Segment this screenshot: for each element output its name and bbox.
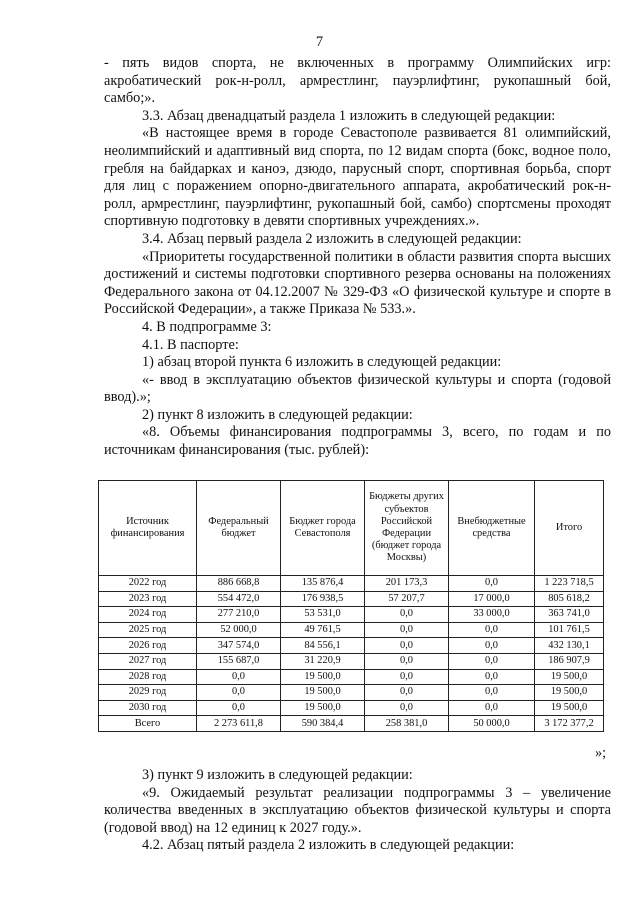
table-cell: 0,0 bbox=[365, 607, 449, 623]
table-cell: 201 173,3 bbox=[365, 576, 449, 592]
table-cell: 17 000,0 bbox=[449, 591, 535, 607]
table-cell: 0,0 bbox=[197, 685, 281, 701]
paragraph: «В настоящее время в городе Севастополе развивается 81 олимпийский, неолимпийский и адаптивный вид спорта, по 12 видам спорта (бокс, водное поло, гребля на байдарках и каноэ, дзюдо, парусный спорт, спортивная борьба, спорт для лиц с поражением опорно-двигательного аппарата, акробатический рок-н-ролл, армрестлинг, пауэрлифтинг, рукопашный бой, самбо) спортсмены проходят спортивную подготовку в девяти спортивных учреждениях.». bbox=[104, 125, 611, 230]
text-block-top bbox=[104, 55, 611, 460]
table-row bbox=[99, 622, 604, 638]
paragraph: 4.2. Абзац пятый раздела 2 изложить в следующей редакции: bbox=[142, 837, 515, 854]
table-cell: 277 210,0 bbox=[197, 607, 281, 623]
table-cell: 155 687,0 bbox=[197, 653, 281, 669]
table-header-cell: Бюджет города Севастополя bbox=[281, 481, 365, 576]
table-cell: 1 223 718,5 bbox=[535, 576, 604, 592]
paragraph: 3.4. Абзац первый раздела 2 изложить в следующей редакции: bbox=[142, 230, 522, 247]
paragraph: «Приоритеты государственной политики в области развития спорта высших достижений и системы подготовки спортивного резерва основаны на положениях Федерального закона от 04.12.2007 № 329-ФЗ «О физической культуре и спорте в Российской Федерации», а также Приказа № 533.». bbox=[104, 248, 611, 318]
table-row bbox=[99, 669, 604, 685]
table-cell: 19 500,0 bbox=[281, 700, 365, 716]
table-row bbox=[99, 653, 604, 669]
page-number: 7 bbox=[315, 34, 324, 50]
table-cell: 0,0 bbox=[365, 685, 449, 701]
table-row bbox=[99, 685, 604, 701]
table-cell: 0,0 bbox=[365, 653, 449, 669]
table-row-label: 2028 год bbox=[99, 669, 197, 685]
table-cell: 347 574,0 bbox=[197, 638, 281, 654]
table-cell: 135 876,4 bbox=[281, 576, 365, 592]
table-cell: 2 273 611,8 bbox=[197, 716, 281, 732]
table-row bbox=[99, 591, 604, 607]
table-cell: 53 531,0 bbox=[281, 607, 365, 623]
table-cell: 886 668,8 bbox=[197, 576, 281, 592]
table-cell: 19 500,0 bbox=[535, 669, 604, 685]
table-cell: 0,0 bbox=[449, 685, 535, 701]
table-cell: 0,0 bbox=[365, 700, 449, 716]
table-cell: 0,0 bbox=[197, 669, 281, 685]
table-row-label: 2029 год bbox=[99, 685, 197, 701]
table-row bbox=[99, 638, 604, 654]
table-cell: 0,0 bbox=[449, 638, 535, 654]
table-header-cell: Итого bbox=[535, 481, 604, 576]
table-row bbox=[99, 716, 604, 732]
table-row-label: 2024 год bbox=[99, 607, 197, 623]
table-cell: 19 500,0 bbox=[281, 669, 365, 685]
paragraph: «8. Объемы финансирования подпрограммы 3, всего, по годам и по источникам финансирования (тыс. рублей): bbox=[104, 424, 611, 459]
table-cell: 590 384,4 bbox=[281, 716, 365, 732]
table-row bbox=[99, 700, 604, 716]
table-cell: 258 381,0 bbox=[365, 716, 449, 732]
paragraph: «9. Ожидаемый результат реализации подпрограммы 3 – увеличение количества введенных в эксплуатацию объектов физической культуры и спорта (годовой ввод) на 12 единиц к 2027 году.». bbox=[104, 784, 611, 836]
paragraph: 1) абзац второй пункта 6 изложить в следующей редакции: bbox=[142, 354, 502, 371]
table-cell: 31 220,9 bbox=[281, 653, 365, 669]
paragraph: 3.3. Абзац двенадцатый раздела 1 изложить в следующей редакции: bbox=[142, 107, 556, 124]
table-cell: 176 938,5 bbox=[281, 591, 365, 607]
table-row bbox=[99, 607, 604, 623]
paragraph: «- ввод в эксплуатацию объектов физической культуры и спорта (годовой ввод).»; bbox=[104, 371, 611, 406]
table-cell: 0,0 bbox=[365, 669, 449, 685]
table-cell: 805 618,2 bbox=[535, 591, 604, 607]
table-row-label: 2025 год bbox=[99, 622, 197, 638]
table-header-cell: Источник финансирования bbox=[99, 481, 197, 576]
paragraph: 2) пункт 8 изложить в следующей редакции: bbox=[142, 406, 413, 423]
paragraph: - пять видов спорта, не включенных в программу Олимпийских игр: акробатический рок-н-ролл, армрестлинг, пауэрлифтинг, рукопашный бой, самбо;». bbox=[104, 55, 611, 107]
table-cell: 50 000,0 bbox=[449, 716, 535, 732]
financing-table-wrapper bbox=[98, 480, 603, 732]
paragraph: 4.1. В паспорте: bbox=[142, 336, 239, 353]
table-cell: 363 741,0 bbox=[535, 607, 604, 623]
table-cell: 0,0 bbox=[449, 622, 535, 638]
table-header-cell: Бюджеты других субъектов Российской Федерации (бюджет города Москвы) bbox=[365, 481, 449, 576]
table-header-row bbox=[99, 481, 604, 576]
table-cell: 19 500,0 bbox=[535, 700, 604, 716]
financing-table bbox=[98, 480, 604, 732]
table-header-cell: Федеральный бюджет bbox=[197, 481, 281, 576]
table-header-cell: Внебюджетные средства bbox=[449, 481, 535, 576]
table-cell: 432 130,1 bbox=[535, 638, 604, 654]
table-cell: 49 761,5 bbox=[281, 622, 365, 638]
table-row-label: 2030 год bbox=[99, 700, 197, 716]
table-cell: 0,0 bbox=[449, 700, 535, 716]
table-row-label: 2027 год bbox=[99, 653, 197, 669]
table-row-label: 2022 год bbox=[99, 576, 197, 592]
paragraph: 4. В подпрограмме 3: bbox=[142, 318, 272, 335]
table-cell: 0,0 bbox=[449, 669, 535, 685]
table-cell: 3 172 377,2 bbox=[535, 716, 604, 732]
table-row-label: 2023 год bbox=[99, 591, 197, 607]
table-cell: 0,0 bbox=[365, 622, 449, 638]
text-block-bottom bbox=[104, 767, 611, 855]
table-cell: 19 500,0 bbox=[281, 685, 365, 701]
table-row-label: 2026 год bbox=[99, 638, 197, 654]
table-cell: 186 907,9 bbox=[535, 653, 604, 669]
table-cell: 57 207,7 bbox=[365, 591, 449, 607]
table-row-label: Всего bbox=[99, 716, 197, 732]
table-cell: 0,0 bbox=[197, 700, 281, 716]
table-row bbox=[99, 576, 604, 592]
table-cell: 19 500,0 bbox=[535, 685, 604, 701]
table-cell: 52 000,0 bbox=[197, 622, 281, 638]
table-cell: 0,0 bbox=[449, 576, 535, 592]
paragraph: 3) пункт 9 изложить в следующей редакции: bbox=[142, 767, 413, 783]
table-cell: 0,0 bbox=[365, 638, 449, 654]
table-closing-mark: »; bbox=[595, 745, 607, 761]
table-cell: 0,0 bbox=[449, 653, 535, 669]
table-cell: 101 761,5 bbox=[535, 622, 604, 638]
table-cell: 33 000,0 bbox=[449, 607, 535, 623]
table-cell: 84 556,1 bbox=[281, 638, 365, 654]
table-cell: 554 472,0 bbox=[197, 591, 281, 607]
